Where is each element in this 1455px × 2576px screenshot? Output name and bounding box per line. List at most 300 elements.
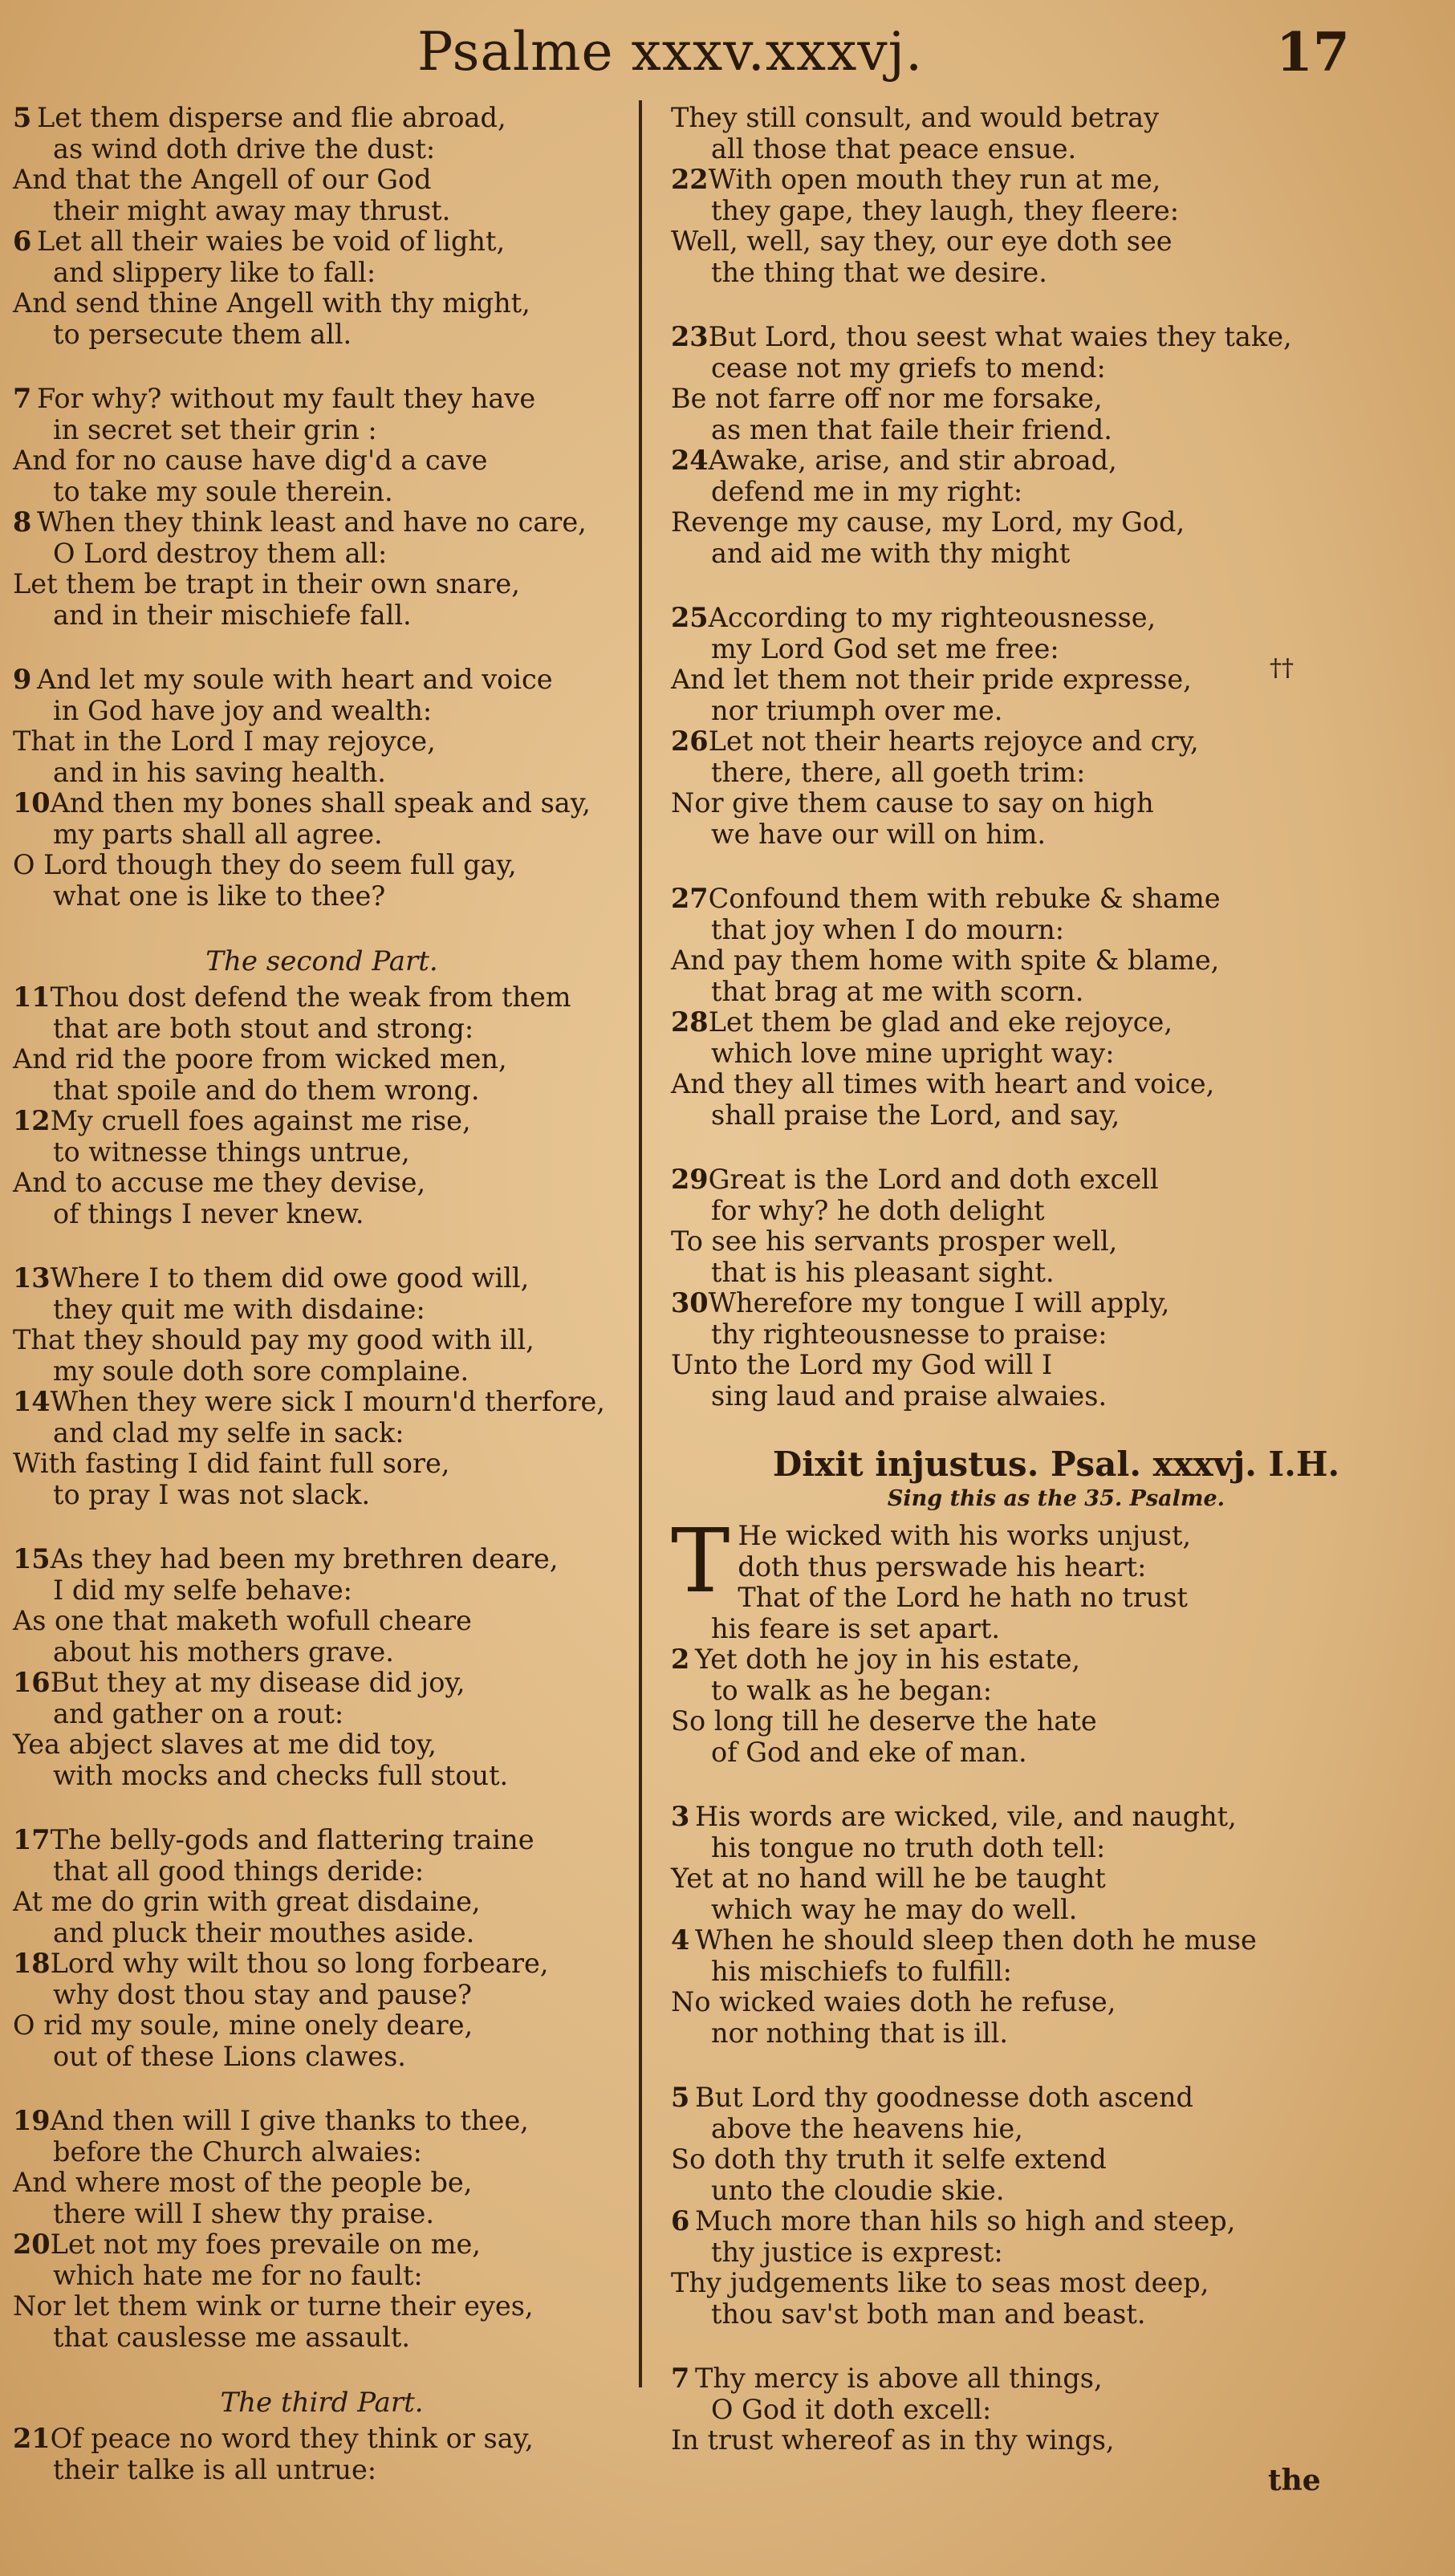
verse-number: 15 [13,1543,51,1574]
verse-line [671,1833,1441,1864]
verse-text: O God it doth excell: [711,2393,992,2425]
verse-text: and aid me with thy might [711,537,1071,569]
verse-line [671,2363,1441,2395]
verse-text: nor nothing that is ill. [711,2017,1009,2049]
verse-text: But they at my disease did joy, [50,1667,465,1698]
verse-line [671,258,1441,289]
verse-text: Nor let them wink or turne their eyes, [13,2290,534,2322]
verse-number: 25 [671,602,709,633]
verse-line [13,726,631,758]
verse-text: nor triumph over me. [711,694,1003,726]
verse-line [13,1387,631,1418]
verse-line [13,165,631,196]
verse-line [671,1925,1441,1956]
verse-line [671,445,1441,477]
verse-line [671,1196,1441,1227]
verse-line [671,1987,1441,2018]
verse-text: And where most of the people be, [13,2167,473,2198]
verse-text: Thou dost defend the weak from them [50,981,571,1013]
stanza [671,322,1441,569]
verse-text: their might away may thrust. [53,194,451,226]
verse-text: that spoile and do them wrong. [53,1074,480,1106]
verse-line [671,353,1441,384]
verse-number: 10 [13,787,51,819]
verse-line [671,507,1441,538]
verse-text: of things I never knew. [53,1197,364,1229]
verse-line [13,319,631,351]
verse-line [671,819,1441,851]
verse-line [13,1263,631,1294]
verse-number: 11 [13,981,51,1013]
verse-text: Lord why wilt thou so long forbeare, [50,1948,549,1979]
verse-line [671,226,1441,258]
stanza [671,603,1441,850]
verse-text: we have our will on him. [711,818,1047,850]
verse-text: O Lord destroy them all: [53,537,388,569]
verse-line [671,322,1441,353]
verse-line [671,1737,1441,1769]
verse-text: and in his saving health. [53,756,386,788]
verse-text: And then will I give thanks to thee, [50,2105,529,2136]
verse-text: Thy mercy is above all things, [695,2363,1103,2394]
verse-text: my soule doth sore complaine. [53,1355,469,1387]
verse-number: 12 [13,1105,51,1136]
verse-text: doth thus perswade his heart: [738,1550,1147,1583]
verse-line [13,1668,631,1699]
verse-text: to witnesse things untrue, [53,1136,410,1168]
verse-text: that is his pleasant sight. [711,1256,1055,1288]
verse-text: and clad my selfe in sack: [53,1416,404,1448]
verse-line [13,1294,631,1326]
verse-line [13,1729,631,1761]
verse-line [13,196,631,227]
verse-text: to pray I was not slack. [53,1478,371,1510]
verse-line [671,103,1441,134]
verse-line [671,726,1441,758]
verse-line [671,134,1441,165]
verse-line [13,1106,631,1137]
verse-text: in God have joy and wealth: [53,694,433,726]
stanza [13,664,631,912]
verse-line [671,1676,1441,1707]
verse-number: 3 [671,1801,690,1832]
stanza [671,1802,1441,2049]
verse-text: and pluck their mouthes aside. [53,1916,475,1948]
psalm-35-continuation [671,103,1441,1412]
verse-text: When they think least and have no care, [37,506,587,538]
verse-line [13,1168,631,1199]
verse-number: 28 [671,1006,709,1038]
verse-line [671,696,1441,727]
verse-line [671,196,1441,227]
verse-line [671,2114,1441,2145]
verse-text: his feare is set apart. [711,1612,1001,1644]
verse-text: to take my soule therein. [53,475,393,507]
verse-line [13,982,631,1014]
verse-number: 24 [671,445,709,476]
verse-line [13,2261,631,2292]
stanza [13,1544,631,1791]
verse-line [13,477,631,508]
verse-text: That they should pay my good with ill, [13,1324,534,1355]
verse-line [671,1100,1441,1132]
verse-text: as men that faile their friend. [711,413,1112,445]
verse-line [671,945,1441,977]
verse-number: 13 [13,1262,51,1294]
verse-text: Let them be trapt in their own snare, [13,568,520,599]
verse-text: Let them be glad and eke rejoyce, [708,1006,1173,1038]
verse-line [13,507,631,538]
verse-text: Of peace no word they think or say, [50,2423,534,2454]
stanza [671,2082,1441,2330]
verse-text: which love mine upright way: [711,1037,1115,1069]
verse-text: Thy judgements like to seas most deep, [671,2267,1209,2298]
verse-line [13,2137,631,2168]
verse-text: Be not farre off nor me forsake, [671,383,1103,414]
verse-number: 2 [671,1644,690,1675]
verse-text: there, there, all goeth trim: [711,756,1086,788]
verse-text: the thing that we desire. [711,256,1047,288]
verse-text: O Lord though they do seem full gay, [13,849,517,880]
verse-text: Nor give them cause to say on high [671,787,1154,819]
verse-line [671,1069,1441,1100]
verse-text: that joy when I do mourn: [711,913,1065,945]
verse-line [13,1825,631,1856]
verse-line [671,2206,1441,2237]
verse-line [13,2042,631,2073]
verse-text: defend me in my right: [711,475,1023,507]
stanza [13,1263,631,1510]
verse-line [671,2082,1441,2114]
verse-text: they quit me with disdaine: [53,1293,425,1325]
verse-number: 19 [13,2105,51,2136]
verse-line [671,634,1441,665]
verse-number: 20 [13,2229,51,2260]
verse-text: With fasting I did faint full sore, [13,1448,450,1479]
verse-line [13,1199,631,1230]
verse-line [13,258,631,289]
verse-text: And pay them home with spite & blame, [671,945,1220,976]
verse-number: 9 [13,664,32,695]
verse-line [671,1863,1441,1895]
verse-line [671,1288,1441,1319]
part-heading: The second Part. [205,945,438,977]
verse-text: Wherefore my tongue I will apply, [708,1287,1170,1318]
verse-line [13,1418,631,1449]
verse-line [13,226,631,258]
stanza [671,1164,1441,1412]
verse-text: in secret set their grin : [53,413,377,445]
verse-line [13,600,631,632]
verse-text: I did my selfe behave: [53,1574,352,1606]
verse-line [13,2455,631,2486]
stanza [13,1825,631,2072]
verse-line [13,1325,631,1356]
verse-text: O rid my soule, mine onely deare, [13,2009,473,2041]
verse-line [671,1521,1441,1552]
verse-line [13,384,631,415]
verse-text: No wicked waies doth he refuse, [671,1986,1116,2017]
verse-text: Great is the Lord and doth excell [708,1164,1159,1195]
verse-text: So doth thy truth it selfe extend [671,2143,1107,2175]
verse-text: Yet at no hand will he be taught [671,1863,1106,1894]
verse-line [671,165,1441,196]
verse-number: 26 [671,725,709,757]
verse-line [13,850,631,881]
verse-text: As they had been my brethren deare, [50,1543,559,1574]
verse-text: When he should sleep then doth he muse [695,1924,1257,1956]
verse-text: Yea abject slaves at me did toy, [13,1729,437,1760]
verse-line [671,538,1441,570]
verse-number: 23 [671,321,709,352]
verse-line [13,2229,631,2261]
verse-line [13,1137,631,1168]
verse-text: his tongue no truth doth tell: [711,1831,1106,1863]
verse-line [671,2144,1441,2176]
verse-line [671,788,1441,819]
verse-text: that causlesse me assault. [53,2321,410,2353]
verse-text: My cruell foes against me rise, [50,1105,471,1136]
verse-text: That in the Lord I may rejoyce, [13,725,436,757]
verse-text: unto the cloudie skie. [711,2174,1005,2206]
verse-text: of God and eke of man. [711,1736,1027,1768]
verse-line [13,134,631,165]
verse-line [13,1948,631,1980]
verse-line [671,1226,1441,1258]
verse-line [671,1552,1441,1583]
verse-text: my Lord God set me free: [711,632,1059,664]
verse-text: about his mothers grave. [53,1635,394,1668]
catchword: the [1268,2464,1321,2497]
verse-line [13,2199,631,2230]
verse-line [671,1802,1441,1833]
left-column [13,103,631,2519]
verse-number: 6 [671,2205,690,2237]
verse-line [671,1319,1441,1351]
verse-text: Much more than hils so high and steep, [695,2205,1236,2237]
psalm-36-title: Dixit injustus. Psal. xxxvj. I.H. [772,1444,1340,1484]
right-column [671,103,1441,2490]
verse-line [13,1575,631,1607]
verse-text: Unto the Lord my God will I [671,1349,1053,1380]
verse-text: In trust whereof as in thy wings, [671,2424,1115,2456]
verse-number: 18 [13,1948,51,1979]
verse-text: Let all their waies be void of light, [37,226,506,257]
verse-text: before the Church alwaies: [53,2135,422,2168]
verse-line [671,1381,1441,1412]
stanza [671,103,1441,288]
verse-text: Awake, arise, and stir abroad, [708,445,1117,476]
verse-text: out of these Lions clawes. [53,2040,406,2072]
column-rule [639,100,642,2387]
verse-line [13,569,631,600]
verse-line [671,2268,1441,2299]
verse-line [13,2106,631,2137]
verse-text: At me do grin with great disdaine, [13,1886,481,1917]
verse-text: sing laud and praise alwaies. [711,1379,1108,1412]
verse-text: to persecute them all. [53,318,352,350]
verse-text: that are both stout and strong: [53,1012,474,1044]
verse-number: 29 [671,1164,709,1195]
verse-text: with mocks and checks full stout. [53,1759,509,1791]
verse-text: that brag at me with scorn. [711,975,1084,1007]
stanza [13,384,631,631]
stanza [671,884,1441,1131]
verse-text: above the heavens hie, [711,2112,1023,2144]
verse-line [671,1614,1441,1645]
part-heading: The third Part. [220,2387,424,2419]
verse-text: thy justice is exprest: [711,2236,1003,2268]
verse-text: They still consult, and would betray [671,102,1160,133]
verse-text: So long till he deserve the hate [671,1705,1097,1737]
verse-line [13,696,631,727]
verse-line [13,2168,631,2199]
verse-text: And let my soule with heart and voice [37,664,553,695]
verse-text: my parts shall all agree. [53,818,383,850]
verse-text: With open mouth they run at me, [708,164,1161,195]
verse-text: their talke is all untrue: [53,2453,377,2485]
verse-line [13,1356,631,1388]
verse-line [13,2291,631,2322]
verse-text: that all good things deride: [53,1855,425,1887]
verse-text: To see his servants prosper well, [671,1225,1118,1257]
verse-number: 4 [671,1924,690,1956]
verse-text: what one is like to thee? [53,880,386,912]
verse-line [671,384,1441,415]
verse-line [671,1583,1441,1614]
stanza [13,2424,631,2485]
verse-line [13,1699,631,1730]
verse-text: For why? without my fault they have [37,383,536,414]
verse-number: 5 [13,102,32,133]
verse-line [13,1544,631,1575]
verse-text: which hate me for no fault: [53,2259,423,2291]
verse-text: which way he may do well. [711,1893,1078,1925]
verse-line [13,1856,631,1887]
verse-line [671,2237,1441,2269]
verse-line [13,538,631,570]
stanza [13,982,631,1229]
verse-line [13,1887,631,1918]
verse-line [671,664,1441,696]
verse-line [671,1164,1441,1196]
page-number: 17 [1276,21,1350,83]
verse-text: why dost thou stay and pause? [53,1978,472,2010]
stanza [671,2363,1441,2456]
verse-text: His words are wicked, vile, and naught, [695,1801,1237,1832]
verse-text: and in their mischiefe fall. [53,599,412,631]
verse-number: 14 [13,1386,51,1417]
verse-line [13,1980,631,2011]
psalm-36-first-stanza [671,1509,1441,1768]
verse-text: shall praise the Lord, and say, [711,1099,1120,1131]
verse-number: 17 [13,1824,51,1855]
verse-line [671,1706,1441,1737]
verse-text: And for no cause have dig'd a cave [13,445,488,476]
verse-text: Where I to them did owe good will, [50,1262,530,1294]
verse-line [671,1956,1441,1988]
verse-line [671,1350,1441,1381]
verse-line [671,415,1441,446]
verse-number: 21 [13,2423,51,2454]
verse-line [671,1038,1441,1070]
verse-line [671,915,1441,946]
verse-number: 7 [13,383,32,414]
verse-line [13,788,631,819]
verse-text: Let not my foes prevaile on me, [50,2229,481,2260]
verse-line [13,1480,631,1511]
verse-text: to walk as he began: [711,1674,992,1706]
drop-cap: T [671,1509,730,1612]
verse-text: Let not their hearts rejoyce and cry, [708,725,1199,757]
verse-text: Yet doth he joy in his estate, [695,1644,1081,1675]
verse-line [13,1918,631,1949]
stanza [13,2106,631,2353]
verse-text: That of the Lord he hath no trust [738,1582,1189,1613]
verse-text: And rid the poore from wicked men, [13,1043,507,1075]
verse-line [671,977,1441,1008]
verse-line [13,445,631,477]
verse-text: And that the Angell of our God [13,164,432,195]
verse-text: there will I shew thy praise. [53,2197,435,2229]
verse-line [671,603,1441,634]
verse-text: for why? he doth delight [711,1194,1045,1226]
verse-line [13,1637,631,1668]
page-header [0,14,1455,103]
verse-line [671,477,1441,508]
verse-text: When they were sick I mourn'd therfore, [50,1386,605,1417]
verse-line [671,2395,1441,2426]
verse-text: And they all times with heart and voice, [671,1068,1215,1099]
verse-text: thou sav'st both man and beast. [711,2298,1146,2330]
verse-line [13,1606,631,1637]
verse-text: As one that maketh wofull cheare [13,1605,472,1636]
verse-text: Confound them with rebuke & shame [708,883,1221,914]
verse-line [671,758,1441,789]
verse-number: 5 [671,2082,690,2113]
verse-text: And then my bones shall speak and say, [50,787,591,819]
verse-text: and slippery like to fall: [53,256,376,288]
verse-number: 22 [671,164,709,195]
verse-number: 6 [13,226,32,257]
verse-text: And let them not their pride expresse, [671,664,1192,695]
verse-line [13,1014,631,1045]
verse-line [13,2424,631,2455]
running-head: Psalme xxxv.xxxvj. [417,21,924,83]
verse-number: 16 [13,1667,51,1698]
verse-line [13,2322,631,2354]
verse-text: as wind doth drive the dust: [53,132,436,165]
verse-line [671,1895,1441,1926]
verse-line [13,288,631,319]
verse-text: According to my righteousnesse, [708,602,1156,633]
verse-text: Well, well, say they, our eye doth see [671,226,1173,257]
verse-line [13,1761,631,1792]
verse-line [13,1075,631,1107]
verse-line [13,1044,631,1075]
verse-line [13,881,631,912]
verse-text: And to accuse me they devise, [13,1167,426,1198]
verse-text: they gape, they laugh, they fleere: [711,194,1179,226]
verse-line [13,2010,631,2042]
verse-text: Revenge my cause, my Lord, my God, [671,506,1185,538]
verse-text: cease not my griefs to mend: [711,351,1106,384]
verse-line [671,1258,1441,1289]
verse-text: and gather on a rout: [53,1697,344,1729]
verse-line [671,2299,1441,2330]
verse-line [671,2018,1441,2050]
verse-text: But Lord thy goodnesse doth ascend [695,2082,1193,2113]
